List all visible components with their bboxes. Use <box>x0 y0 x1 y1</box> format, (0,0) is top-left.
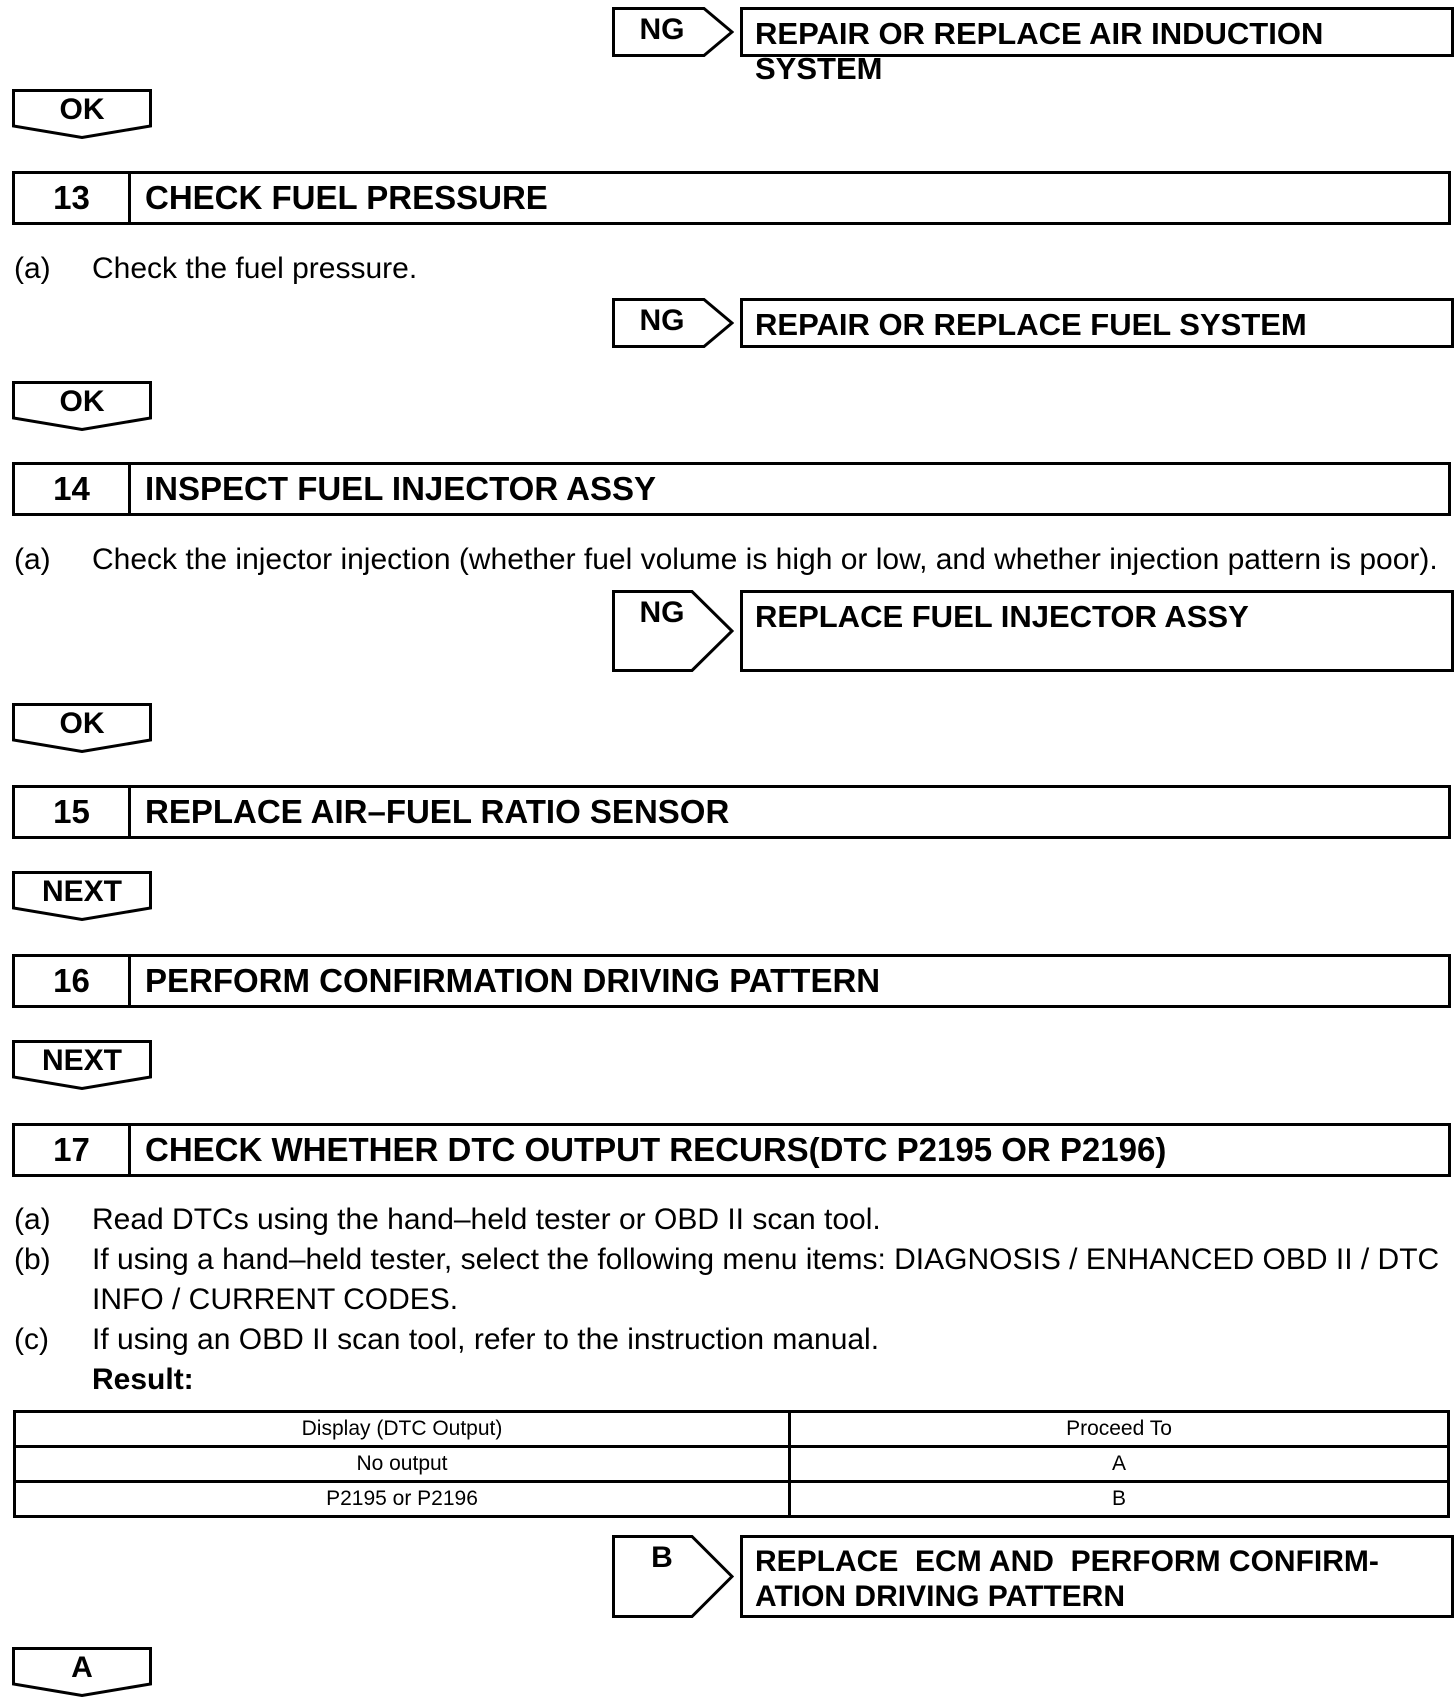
branch-ng-2 <box>612 298 1456 348</box>
step-number: 17 <box>15 1126 131 1174</box>
item-label: (a) <box>14 543 51 576</box>
item-text: Read DTCs using the hand–held tester or OBD II scan tool. <box>92 1203 881 1236</box>
step-17-item-b <box>0 1240 1456 1320</box>
step-16-header <box>12 954 1451 1008</box>
step-number: 13 <box>15 174 131 222</box>
branch-ng-1 <box>612 7 1456 86</box>
flow-label: NEXT <box>41 1044 122 1077</box>
flow-label: OK <box>59 707 105 740</box>
item-text-continued: INFO / CURRENT CODES. <box>92 1283 459 1316</box>
flow-next-1 <box>12 871 152 921</box>
step-title: REPLACE AIR–FUEL RATIO SENSOR <box>145 793 730 830</box>
flow-label: NEXT <box>41 875 122 908</box>
item-text: Check the fuel pressure. <box>92 252 418 285</box>
item-text: If using an OBD II scan tool, refer to the instruction manual. <box>92 1323 880 1356</box>
result-line-2: ATION DRIVING PATTERN <box>755 1580 1125 1613</box>
flow-next-2 <box>12 1040 152 1090</box>
step-15-header <box>12 785 1451 839</box>
step-13-item-a <box>0 249 1456 289</box>
item-text: If using a hand–held tester, select the following menu items: DIAGNOSIS / ENHANCED OBD II / DTC <box>92 1243 1440 1276</box>
result-table <box>13 1410 1450 1518</box>
step-title: CHECK WHETHER DTC OUTPUT RECURS(DTC P2195 OR P2196) <box>145 1131 1167 1168</box>
result-heading: Result: <box>92 1363 194 1396</box>
flow-a <box>12 1647 152 1697</box>
step-14-header <box>12 462 1451 516</box>
branch-label: NG <box>639 596 685 629</box>
branch-ng-3 <box>612 590 1456 672</box>
table-header-row <box>15 1412 1449 1447</box>
table-cell: A <box>790 1447 1449 1482</box>
flow-ok-2 <box>12 381 152 431</box>
table-cell: No output <box>15 1447 790 1482</box>
step-title: CHECK FUEL PRESSURE <box>145 179 548 216</box>
branch-result-box: REPAIR OR REPLACE FUEL SYSTEM <box>740 298 1454 348</box>
step-14-item-a <box>0 540 1456 580</box>
step-number: 15 <box>15 788 131 836</box>
branch-result-box: REPLACE FUEL INJECTOR ASSY <box>740 590 1454 672</box>
flow-label: OK <box>59 93 105 126</box>
table-header: Display (DTC Output) <box>15 1412 790 1447</box>
item-text: Check the injector injection (whether fuel volume is high or low, and whether injection pattern is poor). <box>92 543 1438 576</box>
item-label: (a) <box>14 252 51 285</box>
branch-result-box <box>740 1535 1454 1618</box>
table-header: Proceed To <box>790 1412 1449 1447</box>
step-17-header <box>12 1123 1451 1177</box>
item-label: (a) <box>14 1203 51 1236</box>
table-cell: B <box>790 1482 1449 1517</box>
step-title: INSPECT FUEL INJECTOR ASSY <box>145 470 656 507</box>
result-line-1: REPLACE ECM AND PERFORM CONFIRM- <box>755 1545 1379 1578</box>
step-number: 16 <box>15 957 131 1005</box>
branch-result-box: REPAIR OR REPLACE AIR INDUCTION SYSTEM <box>740 7 1454 57</box>
step-13-header <box>12 171 1451 225</box>
step-title: PERFORM CONFIRMATION DRIVING PATTERN <box>145 962 881 999</box>
step-17-item-a <box>0 1200 1456 1240</box>
branch-label: NG <box>639 13 685 46</box>
flow-label: A <box>71 1651 93 1684</box>
step-17-item-c <box>0 1320 1456 1360</box>
item-label: (b) <box>14 1243 51 1276</box>
flow-ok-1 <box>12 89 152 139</box>
flow-ok-3 <box>12 703 152 753</box>
table-cell: P2195 or P2196 <box>15 1482 790 1517</box>
item-label: (c) <box>14 1323 49 1356</box>
branch-b <box>612 1535 1456 1618</box>
branch-label: NG <box>639 304 685 337</box>
table-row <box>15 1447 1449 1482</box>
flow-label: OK <box>59 385 105 418</box>
table-row <box>15 1482 1449 1517</box>
step-number: 14 <box>15 465 131 513</box>
branch-label: B <box>651 1541 673 1574</box>
